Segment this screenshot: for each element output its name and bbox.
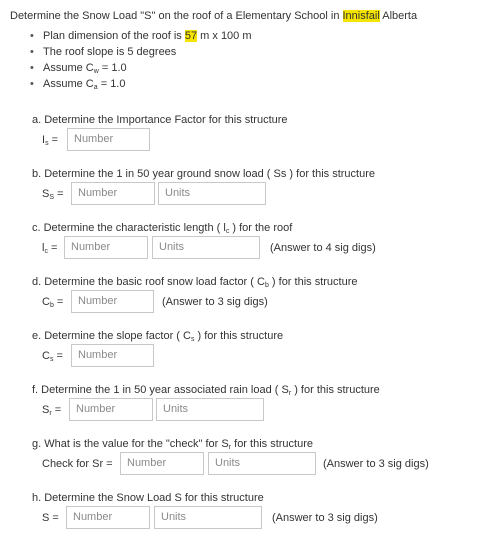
question-c: c. Determine the characteristic length ( $l_c$ ) for the roof [32, 222, 293, 235]
problem-statement [10, 10, 417, 22]
sig-digs-note-h: (Answer to 3 sig digs) [272, 512, 378, 524]
label-is: $I_s$ = [42, 134, 59, 147]
city-highlight: Innisfail [342, 10, 380, 22]
sig-digs-note-g: (Answer to 3 sig digs) [323, 458, 429, 470]
label-cs: $C_s$ = [42, 350, 63, 363]
rain-load-number-input[interactable]: Number [69, 398, 153, 421]
label-ss: $S_S$ = [42, 188, 64, 201]
sig-digs-note-c: (Answer to 4 sig digs) [270, 242, 376, 254]
intro-text: Determine the Snow Load "S" on the roof of a Elementary School in [10, 10, 343, 22]
rain-load-units-input[interactable]: Units [156, 398, 264, 421]
check-sr-number-input[interactable]: Number [120, 452, 204, 475]
importance-factor-input[interactable]: Number [67, 128, 150, 151]
slope-factor-input[interactable]: Number [71, 344, 154, 367]
label-s: S = [42, 512, 59, 524]
characteristic-length-units-input[interactable]: Units [152, 236, 260, 259]
label-sr: $S_r$ = [42, 404, 62, 417]
ground-snow-load-number-input[interactable]: Number [71, 182, 155, 205]
question-h: h. Determine the Snow Load S for this structure [32, 492, 264, 504]
check-sr-units-input[interactable]: Units [208, 452, 316, 475]
label-check-sr: Check for Sr = [42, 458, 113, 470]
question-f: f. Determine the 1 in 50 year associated rain load ( $S_r$ ) for this structure [32, 384, 380, 397]
roof-width-highlight: 57 [184, 30, 198, 42]
intro-text-end: Alberta [379, 10, 418, 22]
label-cb: $C_b$ = [42, 296, 64, 309]
snow-load-units-input[interactable]: Units [154, 506, 262, 529]
given-ca: • Assume $C_a = 1.0$ [30, 76, 252, 92]
snow-load-number-input[interactable]: Number [66, 506, 150, 529]
sig-digs-note-d: (Answer to 3 sig digs) [162, 296, 268, 308]
ground-snow-load-units-input[interactable]: Units [158, 182, 266, 205]
question-a: a. Determine the Importance Factor for this structure [32, 114, 288, 126]
question-b: b. Determine the 1 in 50 year ground snow load ( Ss ) for this structure [32, 168, 375, 180]
question-e: e. Determine the slope factor ( $C_s$ ) for this structure [32, 330, 284, 343]
question-d: d. Determine the basic roof snow load factor ( $C_b$ ) for this structure [32, 276, 358, 289]
given-cw: • Assume $C_w = 1.0$ [30, 60, 252, 76]
question-g: g. What is the value for the "check" for $S_r$ for this structure [32, 438, 313, 451]
given-roof-dimension: • Plan dimension of the roof is 57 m x 100 m [30, 28, 252, 44]
given-roof-slope: • The roof slope is 5 degrees [30, 44, 252, 60]
label-lc: $l_c$ = [42, 242, 58, 255]
basic-roof-snow-load-factor-input[interactable]: Number [71, 290, 154, 313]
characteristic-length-number-input[interactable]: Number [64, 236, 148, 259]
given-list [30, 28, 252, 92]
